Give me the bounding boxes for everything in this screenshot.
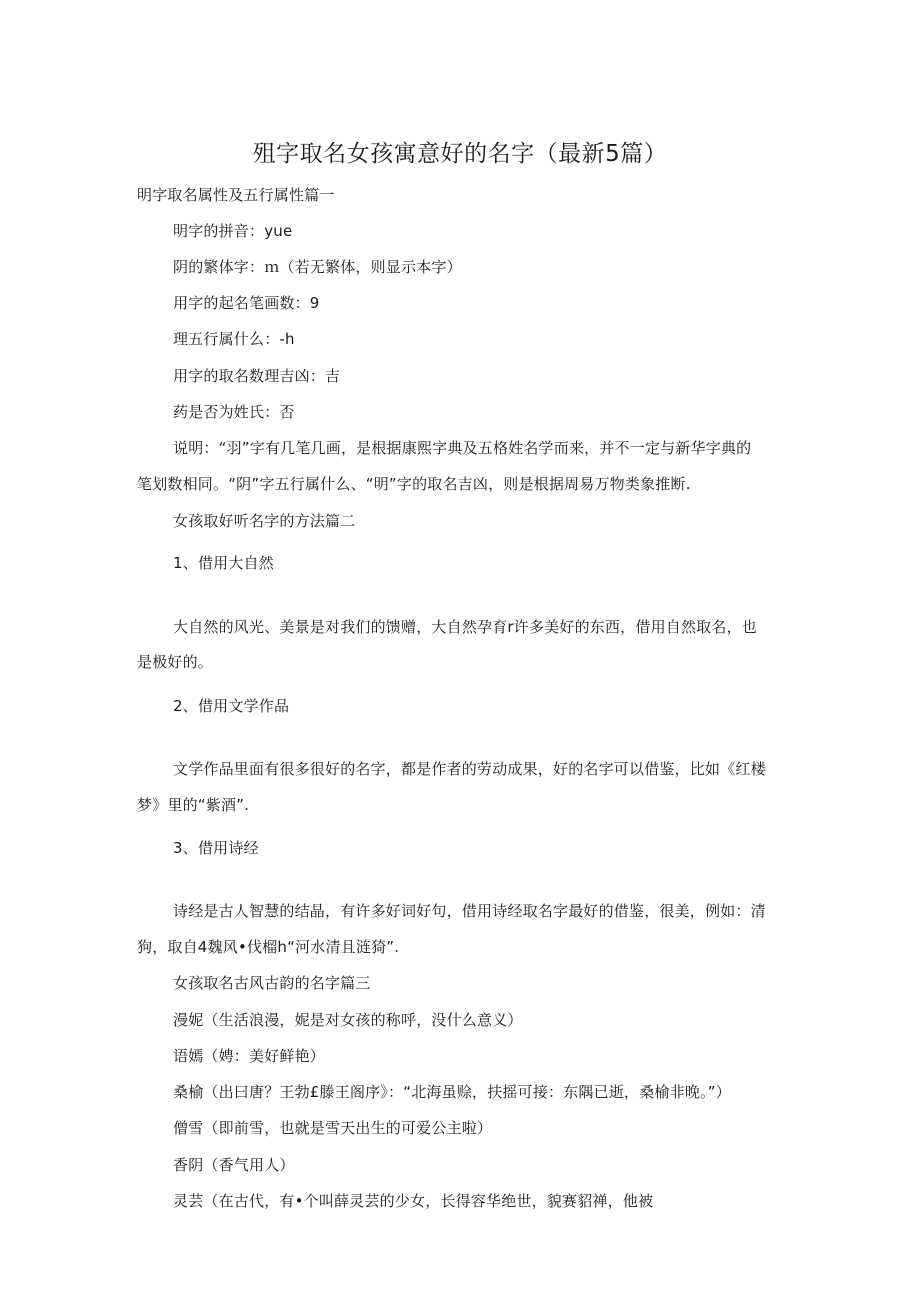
section-heading: 女孩取名古风古韵的名字篇三	[173, 974, 371, 992]
list-item: 漫妮（生活浪漫，妮是对女孩的称呼，没什么意义）	[173, 1011, 523, 1029]
paragraph: 药是否为姓氏：否	[173, 403, 295, 421]
list-item-title: 2、借用文学作品	[173, 697, 290, 715]
section-heading: 女孩取好听名字的方法篇二	[173, 512, 356, 530]
list-item: 语嫣（娉：美好鲜艳）	[173, 1047, 326, 1065]
paragraph: 说明：“羽”字有几笔几画，是根据康熙字典及五格姓名学而来，并不一定与新华字典的	[173, 439, 752, 457]
paragraph: 诗经是古人智慧的结晶，有许多好词好句，借用诗经取名字最好的借鉴，很美，例如：清	[173, 902, 766, 920]
paragraph: 文学作品里面有很多很好的名字，都是作者的劳动成果，好的名字可以借鉴，比如《红楼	[173, 760, 766, 778]
list-item-title: 1、借用大自然	[173, 554, 274, 572]
list-item: 桑榆（出曰唐？王勃£滕王阁序》：“北海虽赊，扶摇可接：东隅已逝，桑榆非晚。”）	[173, 1083, 731, 1101]
paragraph: 阴的繁体字：ｍ（若无繁体，则显示本字）	[173, 258, 462, 276]
paragraph: 理五行属什么：-h	[173, 330, 295, 348]
list-item: 灵芸（在古代，有•个叫薛灵芸的少女，长得容华绝世，貌赛貂禅，他被	[173, 1192, 654, 1210]
paragraph: 笔划数相同。“阴”字五行属什么、“明”字的取名吉凶，则是根据周易万物类象推断.	[137, 475, 691, 493]
list-item: 香阴（香气用人）	[173, 1156, 295, 1174]
paragraph: 狗，取自4魏风•伐榴h“河水清且涟猗”.	[137, 938, 400, 956]
paragraph: 梦》里的“紫酒”.	[137, 796, 250, 814]
paragraph: 大自然的风光、美景是对我们的馈赠，大自然孕育r许多美好的东西，借用自然取名，也	[173, 618, 757, 636]
paragraph: 是极好的。	[137, 653, 214, 671]
paragraph: 用字的取名数理吉凶：吉	[173, 367, 341, 385]
paragraph: 明字的拼音：yue	[173, 222, 293, 240]
paragraph: 用字的起名笔画数：9	[173, 294, 320, 312]
list-item-title: 3、借用诗经	[173, 839, 259, 857]
document-title: 殂字取名女孩寓意好的名字（最新5篇）	[252, 141, 668, 167]
section-heading: 明字取名属性及五行属性篇一	[137, 186, 335, 204]
list-item: 僧雪（即前雪，也就是雪天出生的可爱公主啦）	[173, 1119, 493, 1137]
